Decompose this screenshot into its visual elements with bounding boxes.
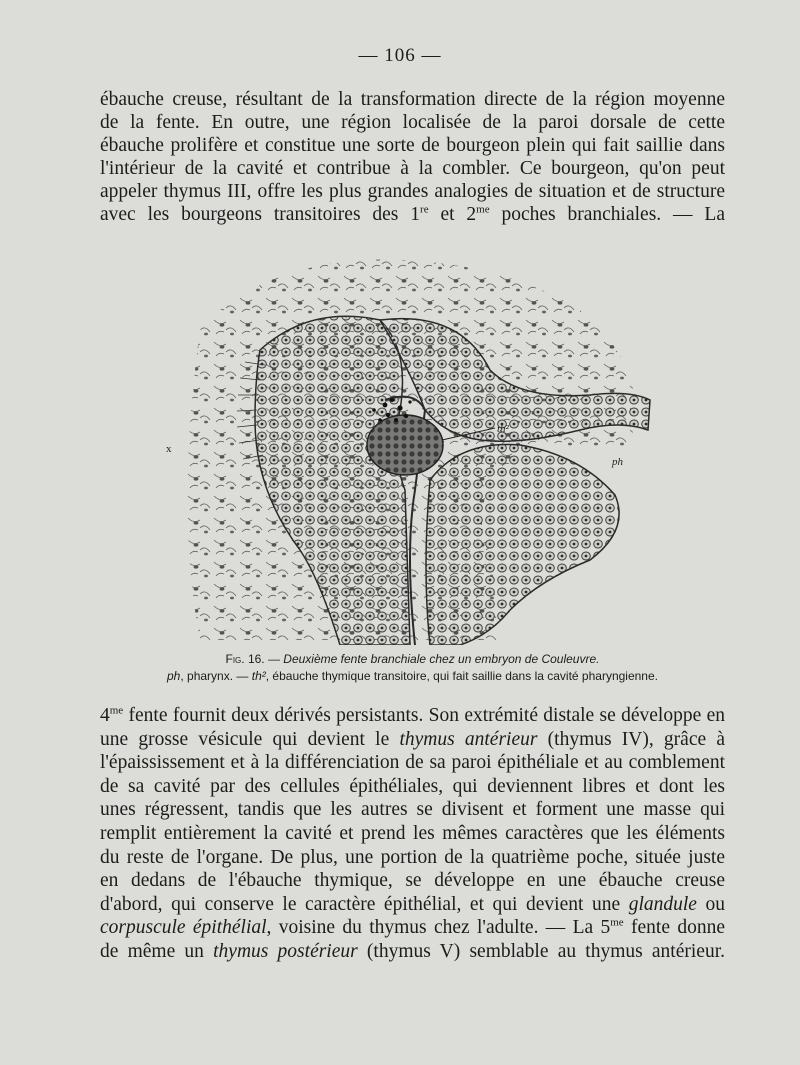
- text-line: appeler thymus III, offre les plus grandes analogies de situation et de structure: [100, 181, 725, 202]
- paragraph-2: [100, 704, 725, 964]
- text-line: de même un thymus postérieur (thymus V) semblable au thymus antérieur.: [100, 940, 725, 962]
- figure-caption-title: Fig. 16. — Deuxième fente branchiale chez un embryon de Couleuvre.: [225, 652, 600, 666]
- text-line: $4^{me}$ fente fournit deux dérivés persistants. Son extrémité distale se développe en: [100, 704, 725, 726]
- thymic-bud: [367, 415, 443, 475]
- text-line: en dedans de l'ébauche thymique, se développe en une ébauche creuse: [100, 870, 725, 892]
- text-line: une grosse vésicule qui devient le thymus antérieur (thymus IV), grâce à: [100, 728, 725, 750]
- text-line: ébauche prolifère et constitue une sorte de bourgeon plein qui fait saillie dans: [100, 135, 725, 156]
- figure-caption-legend: ph, pharynx. — th², ébauche thymique transitoire, qui fait saillie dans la cavité pharyngienne.: [167, 669, 658, 683]
- label-x: x: [166, 443, 172, 455]
- text-line: d'abord, qui conserve le caractère épithélial, et qui devient une glandule ou: [100, 893, 725, 915]
- text-line: ébauche creuse, résultant de la transformation directe de la région moyenne: [100, 89, 725, 110]
- text-line: corpuscule épithélial, voisine du thymus chez l'adulte. — La $5^{me}$ fente donne: [100, 916, 725, 939]
- text-line: avec les bourgeons transitoires des 1re et $2^{me}$ poches branchiales. — La: [100, 203, 725, 225]
- text-line: de la fente. En outre, une région localisée de la paroi dorsale de cette: [100, 112, 725, 133]
- paragraph-1: [100, 88, 725, 226]
- page-number: — 106 —: [358, 45, 442, 66]
- label-th2: th²: [497, 423, 509, 435]
- label-ph: ph: [612, 456, 623, 468]
- right-lower-epithelium: [426, 444, 619, 645]
- text-line: l'intérieur de la cavité et contribue à la combler. Ce bourgeon, qu'on peut: [100, 158, 725, 179]
- text-line: l'épaississement et à la différenciation de sa paroi épithéliale et au comblement: [100, 752, 725, 774]
- text-line: remplit entièrement la cavité et prend les mêmes caractères que les éléments: [100, 822, 725, 844]
- text-line: unes régressent, tandis que les autres se divisent et forment une masse qui: [100, 799, 725, 821]
- text-line: du reste de l'organe. De plus, une portion de la quatrième poche, située juste: [100, 846, 725, 868]
- text-line: de sa cavité par des cellules épithéliales, qui deviennent libres et dont les: [100, 775, 725, 797]
- figure-illustration: [160, 250, 660, 645]
